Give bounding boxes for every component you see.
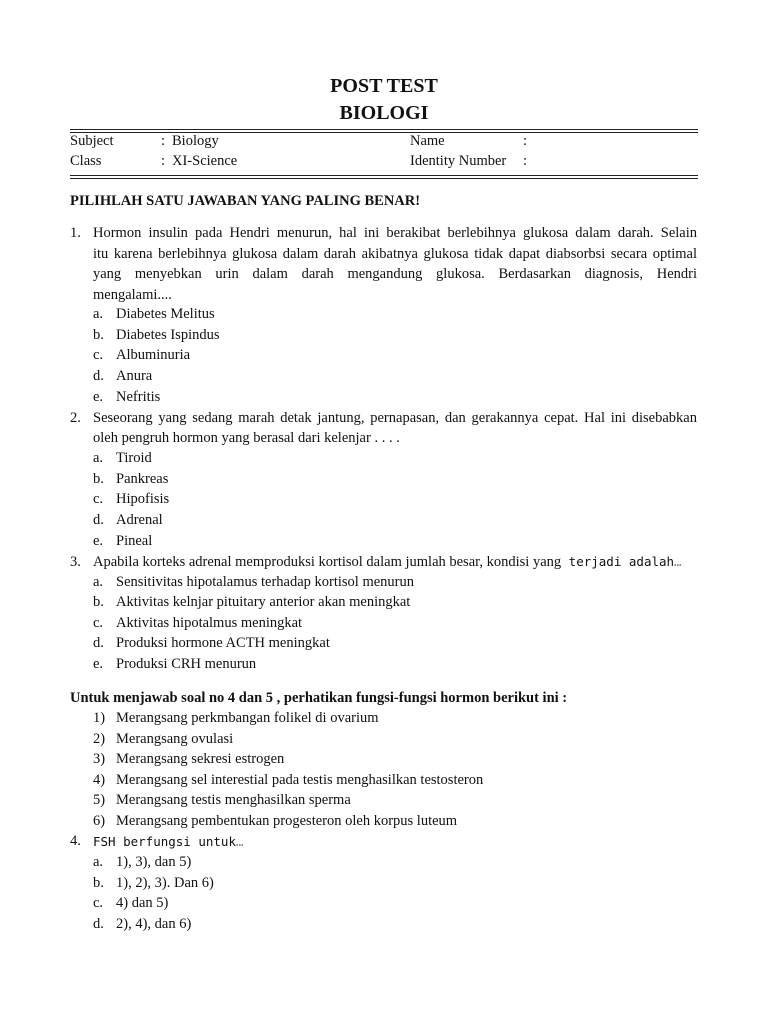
name-label: Name [410, 133, 445, 149]
option-text: Adrenal [116, 512, 163, 528]
option-text: Diabetes Ispindus [116, 327, 220, 343]
bottom-rule-double [70, 178, 698, 179]
page-title: POST TEST [330, 75, 438, 97]
option-letter: d. [93, 635, 104, 651]
item-number: 3) [93, 751, 106, 767]
identity-number-colon: : [523, 153, 528, 169]
question-number: 1. [70, 225, 81, 241]
identity-number-label: Identity Number [410, 153, 507, 169]
option-letter: a. [93, 574, 104, 590]
question-text-mono: FSH berfungsi untuk [93, 834, 236, 849]
question-number: 4. [70, 833, 81, 849]
option-letter: a. [93, 306, 104, 322]
ellipsis: … [674, 554, 682, 569]
option-letter: d. [93, 512, 104, 528]
option-text: Produksi CRH menurun [116, 656, 257, 672]
option-text: 1), 3), dan 5) [116, 854, 192, 870]
option-text: Hipofisis [116, 491, 170, 507]
item-text: Merangsang testis menghasilkan sperma [116, 792, 351, 808]
option-letter: c. [93, 895, 104, 911]
bottom-rule [70, 175, 698, 176]
option-text: 1), 2), 3). Dan 6) [116, 875, 214, 891]
option-letter: e. [93, 389, 104, 405]
item-text: Merangsang pembentukan progesteron oleh korpus luteum [116, 813, 458, 829]
item-text: Merangsang perkmbangan folikel di ovarium [116, 710, 379, 726]
question-text-line: oleh pengruh hormon yang berasal dari kelenjar . . . . [93, 430, 400, 446]
question-text-line [93, 832, 244, 852]
item-text: Merangsang ovulasi [116, 731, 234, 747]
option-letter: c. [93, 347, 104, 363]
option-letter: a. [93, 854, 104, 870]
option-letter: b. [93, 594, 104, 610]
instruction: PILIHLAH SATU JAWABAN YANG PALING BENAR! [70, 193, 421, 209]
option-text: Diabetes Melitus [116, 306, 215, 322]
section-heading: Untuk menjawab soal no 4 dan 5 , perhatikan fungsi-fungsi hormon berikut ini : [70, 690, 568, 706]
question-text-line: mengalami.... [93, 287, 172, 303]
option-letter: e. [93, 533, 104, 549]
option-text: Produksi hormone ACTH meningkat [116, 635, 330, 651]
option-text: Nefritis [116, 389, 161, 405]
option-text: Sensitivitas hipotalamus terhadap kortisol menurun [116, 574, 415, 590]
option-letter: b. [93, 327, 104, 343]
class-label: Class [70, 153, 102, 169]
option-text: Albuminuria [116, 347, 191, 363]
name-colon: : [523, 133, 528, 149]
question-text: Apabila korteks adrenal memproduksi kortisol dalam jumlah besar, kondisi yang [93, 554, 562, 570]
option-text: Aktivitas kelnjar pituitary anterior akan meningkat [116, 594, 411, 610]
item-number: 5) [93, 792, 106, 808]
question-number: 2. [70, 410, 81, 426]
option-text: Pankreas [116, 471, 169, 487]
item-text: Merangsang sel interestial pada testis menghasilkan testosteron [116, 772, 484, 788]
item-text: Merangsang sekresi estrogen [116, 751, 285, 767]
question-text-mono: terjadi adalah [561, 554, 675, 569]
question-text-line: Seseorang yang sedang marah detak jantung, pernapasan, dan gerakannya cepat. Hal ini disebabkan [93, 410, 697, 426]
item-number: 4) [93, 772, 106, 788]
option-letter: d. [93, 916, 104, 932]
top-rule [70, 129, 698, 130]
subject-label: Subject [70, 133, 114, 149]
option-letter: b. [93, 875, 104, 891]
class-colon: : [161, 153, 166, 169]
option-letter: c. [93, 491, 104, 507]
question-text-line: yang menyebkan urin dalam darah mengandung glukosa. Berdasarkan diagnosis, Hendri [93, 266, 697, 282]
option-text: Tiroid [116, 450, 152, 466]
option-letter: e. [93, 656, 104, 672]
question-text-line: Hormon insulin pada Hendri menurun, hal ini berakibat berlebihnya glukosa dalam darah. Selain [93, 225, 697, 241]
option-text: 4) dan 5) [116, 895, 169, 911]
item-number: 2) [93, 731, 106, 747]
question-text-line: itu karena berlebihnya glukosa dalam darah akibatnya glukosa tidak dapat diabsorbsi secara optimal [93, 246, 697, 262]
option-letter: b. [93, 471, 104, 487]
ellipsis: … [236, 834, 244, 849]
option-letter: c. [93, 615, 104, 631]
option-text: 2), 4), dan 6) [116, 916, 192, 932]
class-value: XI-Science [172, 153, 238, 169]
option-letter: a. [93, 450, 104, 466]
item-number: 6) [93, 813, 106, 829]
question-number: 3. [70, 554, 81, 570]
question-text-line [93, 552, 682, 572]
option-text: Anura [116, 368, 153, 384]
subject-value: Biology [172, 133, 219, 149]
option-text: Aktivitas hipotalmus meningkat [116, 615, 303, 631]
option-letter: d. [93, 368, 104, 384]
item-number: 1) [93, 710, 106, 726]
subject-colon: : [161, 133, 166, 149]
option-text: Pineal [116, 533, 153, 549]
page-subtitle: BIOLOGI [339, 102, 429, 124]
